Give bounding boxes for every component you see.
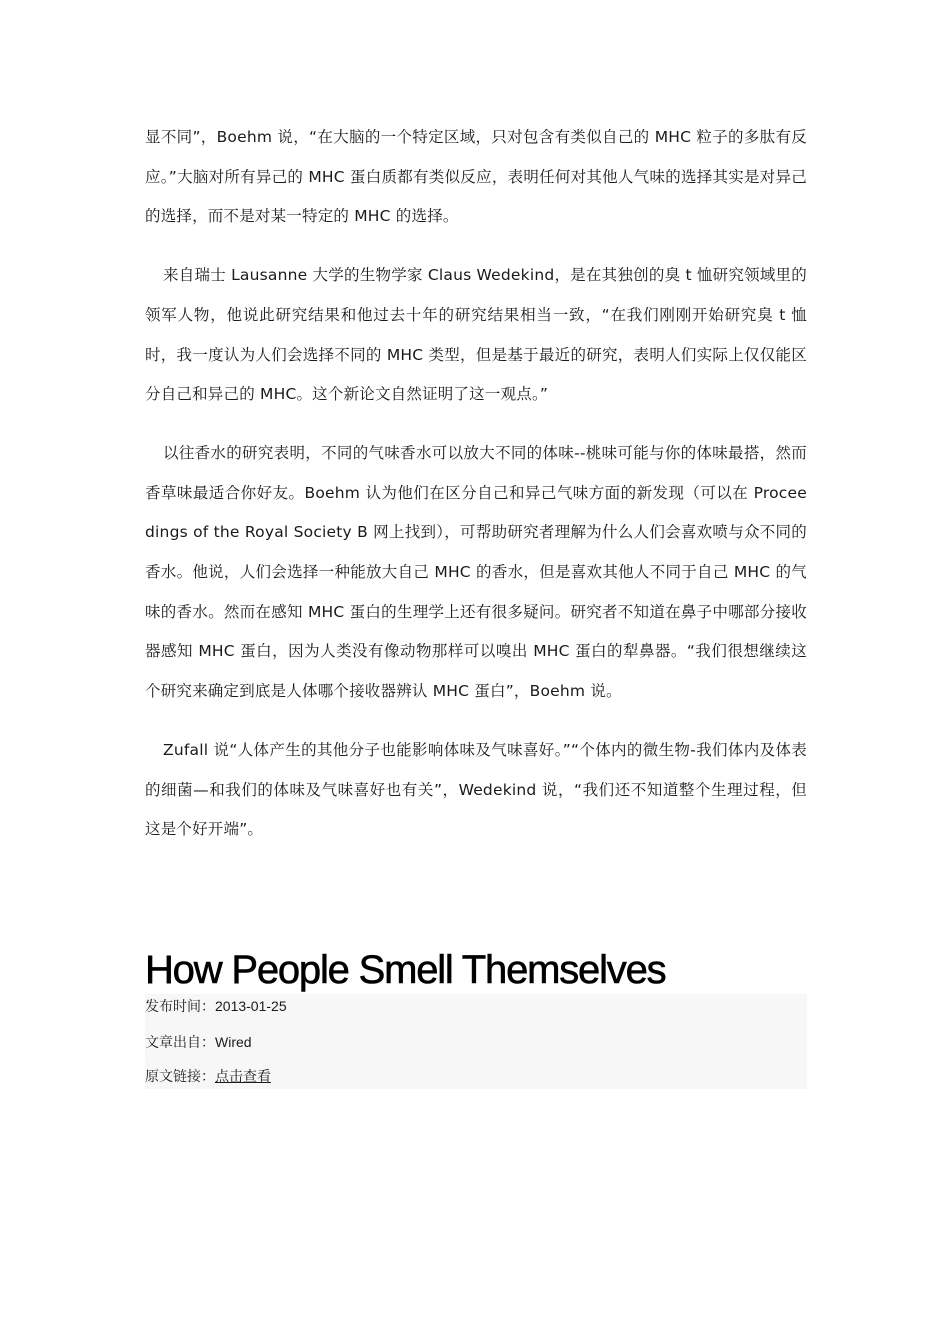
article-paragraph-3: 以往香水的研究表明，不同的气味香水可以放大不同的体味--桃味可能与你的体味最搭，然而香草味最适合你好友。Boehm 认为他们在区分自己和异己气味方面的新发现（可以在 Proceedings of the Royal Society B 网上找到），可帮助研究者理解为什么人们会喜欢喷与众不同的香水。他说，人们会选择一种能放大自己 MHC 的香水，但是喜欢其他人不同于自己 MHC 的气味的香水。然而在感知 MHC 蛋白的生理学上还有很多疑问。研究者不知道在鼻子中哪部分接收器感知 MHC 蛋白，因为人类没有像动物那样可以嗅出 MHC 蛋白的犁鼻器。“我们很想继续这个研究来确定到底是人体哪个接收器辨认 MHC 蛋白”，Boehm 说。 [145, 443, 807, 701]
article-meta-box [145, 994, 807, 1089]
article-body [145, 118, 807, 869]
published-date: 2013-01-25 [215, 998, 287, 1014]
link-row [145, 1067, 271, 1087]
article-paragraph-2: 来自瑞士 Lausanne 大学的生物学家 Claus Wedekind，是在其独创的臭 t 恤研究领域里的领军人物，他说此研究结果和他过去十年的研究结果相当一致，“在我们刚刚开始研究臭 t 恤时，我一度认为人们会选择不同的 MHC 类型，但是基于最近的研究，表明人们实际上仅仅能区分自己和异己的 MHC。这个新论文自然证明了这一观点。” [145, 266, 807, 404]
source-label: 文章出自： [145, 1035, 215, 1051]
next-article-title: How People Smell Themselves [145, 948, 666, 992]
source-row [145, 1032, 252, 1053]
source-value: Wired [215, 1034, 252, 1050]
link-label: 原文链接： [145, 1069, 215, 1085]
published-label: 发布时间： [145, 999, 215, 1015]
article-paragraph-1: 显不同”，Boehm 说，“在大脑的一个特定区域，只对包含有类似自己的 MHC 粒子的多肽有反应。”大脑对所有异己的 MHC 蛋白质都有类似反应，表明任何对其他人气味的选择其实是对异己的选择，而不是对某一特定的 MHC 的选择。 [145, 128, 807, 226]
article-paragraph-4: Zufall 说“人体产生的其他分子也能影响体味及气味喜好。”“个体内的微生物-我们体内及体表的细菌—和我们的体味及气味喜好也有关”，Wedekind 说，“我们还不知道整个生理过程，但这是个好开端”。 [145, 740, 807, 839]
view-original-link[interactable]: 点击查看 [215, 1069, 271, 1085]
published-row [145, 996, 287, 1017]
